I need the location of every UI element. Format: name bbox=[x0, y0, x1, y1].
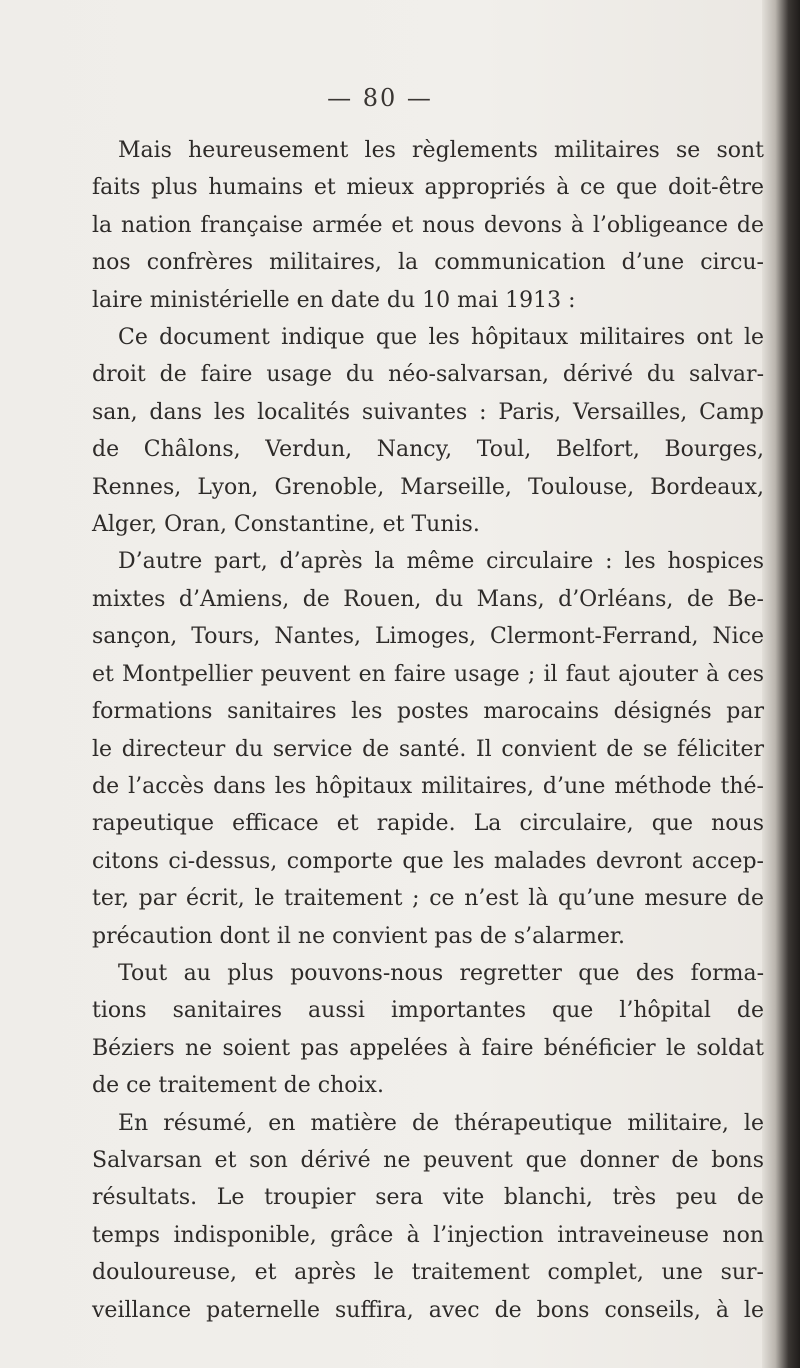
text-line: et Montpellier peuvent en faire usage ; il faut ajouter à ces bbox=[92, 661, 764, 687]
text-line: temps indisponible, grâce à l’injection intraveineuse non bbox=[92, 1222, 764, 1248]
text-line: de Châlons, Verdun, Nancy, Toul, Belfort, Bourges, bbox=[92, 437, 764, 463]
text-line: Rennes, Lyon, Grenoble, Marseille, Toulouse, Bordeaux, bbox=[92, 474, 764, 500]
text-line: le directeur du service de santé. Il convient de se féliciter bbox=[92, 736, 764, 762]
text-line: citons ci-dessus, comporte que les malades devront accep- bbox=[92, 848, 764, 874]
text-line: veillance paternelle suffira, avec de bons conseils, à le bbox=[92, 1297, 764, 1323]
text-line: Salvarsan et son dérivé ne peuvent que donner de bons bbox=[92, 1147, 764, 1173]
text-line: droit de faire usage du néo-salvarsan, dérivé du salvar- bbox=[92, 362, 764, 388]
text-line: Béziers ne soient pas appelées à faire bénéficier le soldat bbox=[92, 1035, 764, 1061]
text-line: de ce traitement de choix. bbox=[92, 1073, 384, 1099]
text-line: En résumé, en matière de thérapeutique militaire, le bbox=[118, 1110, 764, 1136]
text-line: précaution dont il ne convient pas de s’alarmer. bbox=[92, 923, 625, 949]
text-line: san, dans les localités suivantes : Paris, Versailles, Camp bbox=[92, 399, 764, 425]
text-line: Mais heureusement les règlements militaires se sont bbox=[118, 138, 764, 163]
text-line: Ce document indique que les hôpitaux militaires ont le bbox=[118, 325, 764, 351]
text-line: D’autre part, d’après la même circulaire : les hospices bbox=[118, 549, 764, 575]
page-binding-edge bbox=[762, 0, 800, 1368]
text-line: formations sanitaires les postes marocains désignés par bbox=[92, 699, 764, 725]
text-line: de l’accès dans les hôpitaux militaires, d’une méthode thé- bbox=[92, 773, 764, 799]
text-line: tions sanitaires aussi importantes que l’hôpital de bbox=[92, 998, 764, 1024]
text-line: la nation française armée et nous devons à l’obligeance de bbox=[92, 212, 764, 238]
body-text bbox=[92, 132, 764, 1329]
text-line: mixtes d’Amiens, de Rouen, du Mans, d’Orléans, de Be- bbox=[92, 586, 764, 612]
text-line: sançon, Tours, Nantes, Limoges, Clermont-Ferrand, Nice bbox=[92, 624, 764, 650]
page-number: — 80 — bbox=[327, 84, 433, 112]
text-line: rapeutique efficace et rapide. La circulaire, que nous bbox=[92, 811, 764, 837]
text-line: douloureuse, et après le traitement complet, une sur- bbox=[92, 1260, 764, 1286]
text-line: faits plus humains et mieux appropriés à ce que doit-être bbox=[92, 175, 764, 201]
text-line: nos confrères militaires, la communication d’une circu- bbox=[92, 250, 764, 276]
text-line: ter, par écrit, le traitement ; ce n’est là qu’une mesure de bbox=[92, 886, 764, 912]
text-line: résultats. Le troupier sera vite blanchi, très peu de bbox=[92, 1185, 764, 1211]
text-line: Alger, Oran, Constantine, et Tunis. bbox=[92, 512, 480, 538]
text-line: Tout au plus pouvons-nous regretter que des forma- bbox=[118, 960, 764, 986]
text-line: laire ministérielle en date du 10 mai 1913 : bbox=[92, 287, 576, 313]
